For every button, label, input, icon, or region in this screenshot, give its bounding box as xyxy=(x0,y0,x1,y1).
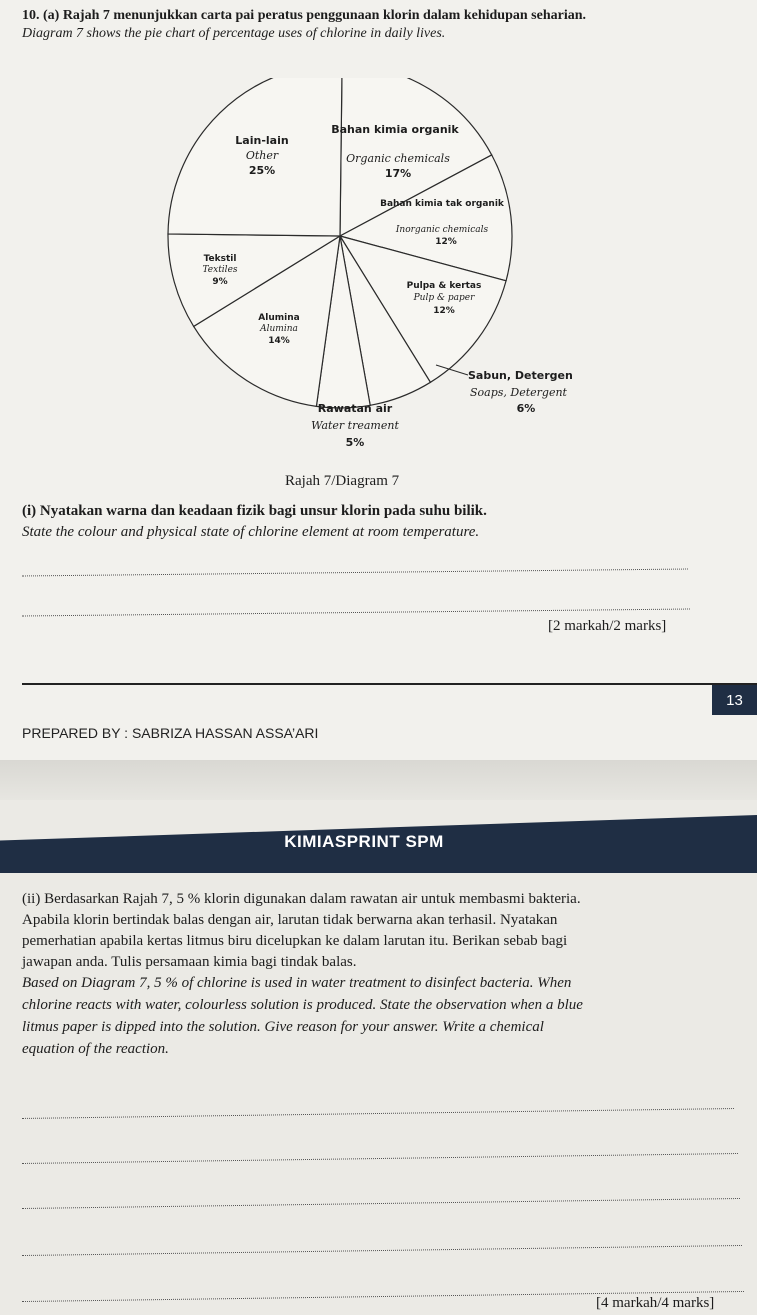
question-ii-malay-line: (ii) Berdasarkan Rajah 7, 5 % klorin digunakan dalam rawatan air untuk membasmi bakteria. xyxy=(22,891,581,907)
page-number: 13 xyxy=(712,685,757,715)
label-textiles-en: Textiles xyxy=(202,265,238,275)
label-alumina-ms: Alumina xyxy=(258,313,300,323)
label-inorganic-ms: Bahan kimia tak organik xyxy=(380,199,504,209)
label-water xyxy=(311,402,399,449)
question-i-malay: (i) Nyatakan warna dan keadaan fizik bagi unsur klorin pada suhu bilik. xyxy=(22,503,487,519)
prepared-by: PREPARED BY : SABRIZA HASSAN ASSA’ARI xyxy=(22,725,319,741)
label-pulp-value: 12% xyxy=(433,306,455,316)
label-water-value: 5% xyxy=(345,436,365,449)
question-ii-english-line: litmus paper is dipped into the solution. Give reason for your answer. Write a chemical xyxy=(22,1019,544,1035)
label-pulp-en: Pulp & paper xyxy=(413,293,475,303)
label-textiles-value: 9% xyxy=(212,277,228,287)
label-organic-ms: Bahan kimia organik xyxy=(331,123,459,136)
label-soaps-value: 6% xyxy=(516,402,536,415)
label-organic-value: 17% xyxy=(384,167,412,180)
label-soaps-en: Soaps, Detergent xyxy=(470,386,567,399)
page-divider xyxy=(22,683,757,685)
question-ii-malay-line: pemerhatian apabila kertas litmus biru dicelupkan ke dalam larutan itu. Berikan sebab bagi xyxy=(22,933,568,949)
question-i-english: State the colour and physical state of chlorine element at room temperature. xyxy=(22,524,480,540)
chlorine-uses-pie-chart xyxy=(150,78,610,458)
marks-label: [4 markah/4 marks] xyxy=(596,1295,715,1311)
label-inorganic-value: 12% xyxy=(435,237,457,247)
question-ii-english-line: chlorine reacts with water, colourless solution is produced. State the observation when a blue xyxy=(22,997,583,1013)
diagram-caption: Rajah 7/Diagram 7 xyxy=(285,473,400,489)
label-water-ms: Rawatan air xyxy=(317,402,393,415)
label-other-ms: Lain-lain xyxy=(235,134,289,147)
label-soaps xyxy=(468,369,573,415)
page-gap xyxy=(0,760,757,800)
question-ii-malay-line: Apabila klorin bertindak balas dengan air, larutan tidak berwarna akan terhasil. Nyatakan xyxy=(22,912,558,928)
label-inorganic-en: Inorganic chemicals xyxy=(395,225,489,235)
question-ii-malay-line: jawapan anda. Tulis persamaan kimia bagi tindak balas. xyxy=(22,954,357,970)
label-organic-en: Organic chemicals xyxy=(346,152,450,165)
label-textiles-ms: Tekstil xyxy=(203,254,237,264)
label-water-en: Water treament xyxy=(311,419,399,432)
label-alumina-en: Alumina xyxy=(260,324,298,334)
label-alumina-value: 14% xyxy=(268,336,290,346)
question-ii-english-line: Based on Diagram 7, 5 % of chlorine is used in water treatment to disinfect bacteria. When xyxy=(22,975,572,991)
question-10a-english: Diagram 7 shows the pie chart of percentage uses of chlorine in daily lives. xyxy=(22,26,446,41)
label-other-en: Other xyxy=(245,149,279,162)
label-other-value: 25% xyxy=(248,164,276,177)
label-soaps-ms: Sabun, Detergen xyxy=(468,369,573,382)
banner-title: KIMIASPRINT SPM xyxy=(284,832,444,851)
marks-label: [2 markah/2 marks] xyxy=(548,618,667,634)
question-ii-english-line: equation of the reaction. xyxy=(22,1041,169,1057)
question-10a-malay: 10. (a) Rajah 7 menunjukkan carta pai peratus penggunaan klorin dalam kehidupan seharian. xyxy=(22,8,587,23)
label-pulp-ms: Pulpa & kertas xyxy=(406,281,482,291)
